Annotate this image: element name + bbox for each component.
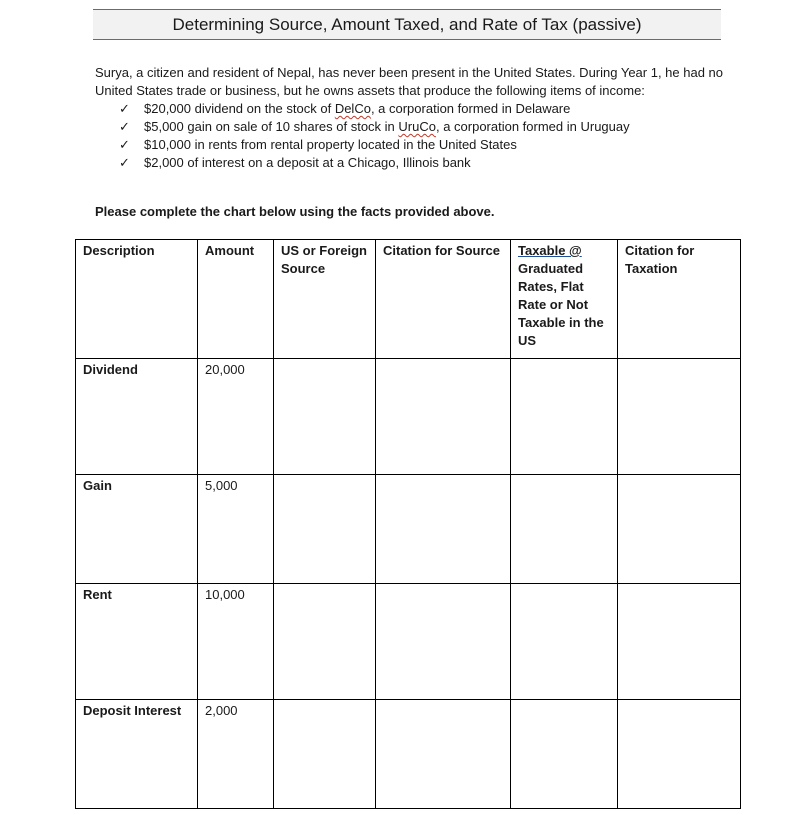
header-description: Description — [76, 240, 198, 359]
cell-citation-source[interactable] — [376, 584, 511, 700]
cell-source[interactable] — [274, 584, 376, 700]
header-taxable-rest: Graduated Rates, Flat Rate or Not Taxable in the US — [518, 261, 604, 348]
list-item — [119, 136, 735, 154]
header-citation-tax: Citation for Taxation — [618, 240, 741, 359]
item-text: $5,000 gain on sale of 10 shares of stock in — [144, 119, 399, 134]
cell-taxable[interactable] — [511, 475, 618, 584]
cell-citation-source[interactable] — [376, 359, 511, 475]
header-taxable-line1: Taxable @ — [518, 243, 582, 258]
cell-description: Gain — [76, 475, 198, 584]
chart-instruction: Please complete the chart below using the facts provided above. — [95, 204, 495, 219]
item-text: $10,000 in rents from rental property located in the United States — [144, 137, 517, 152]
income-chart-table — [75, 239, 741, 809]
item-entity: DelCo — [334, 101, 371, 116]
table-header-row — [76, 240, 741, 359]
list-item — [119, 154, 735, 172]
header-taxable — [511, 240, 618, 359]
cell-taxable[interactable] — [511, 700, 618, 809]
cell-citation-tax[interactable] — [618, 700, 741, 809]
table-row — [76, 700, 741, 809]
list-item — [119, 118, 735, 136]
cell-description: Rent — [76, 584, 198, 700]
cell-description: Deposit Interest — [76, 700, 198, 809]
intro-paragraph: Surya, a citizen and resident of Nepal, has never been present in the United States. During Year 1, he had no United States trade or business, but he owns assets that produce the following items of income: — [95, 65, 724, 98]
cell-citation-tax[interactable] — [618, 359, 741, 475]
item-text-tail: , a corporation formed in Delaware — [370, 101, 571, 116]
cell-taxable[interactable] — [511, 584, 618, 700]
table-row — [76, 475, 741, 584]
cell-amount: 5,000 — [198, 475, 274, 584]
item-text: $20,000 dividend on the stock of — [144, 101, 335, 116]
header-source: US or Foreign Source — [274, 240, 376, 359]
cell-source[interactable] — [274, 475, 376, 584]
cell-amount: 20,000 — [198, 359, 274, 475]
item-text: $2,000 of interest on a deposit at a Chicago, Illinois bank — [144, 155, 471, 170]
table-row — [76, 359, 741, 475]
check-icon: ✓ — [119, 155, 130, 170]
check-icon: ✓ — [119, 119, 130, 134]
cell-citation-tax[interactable] — [618, 475, 741, 584]
cell-taxable[interactable] — [511, 359, 618, 475]
cell-citation-source[interactable] — [376, 475, 511, 584]
cell-source[interactable] — [274, 359, 376, 475]
check-icon: ✓ — [119, 137, 130, 152]
list-item — [119, 100, 735, 118]
check-icon: ✓ — [119, 101, 130, 116]
income-items-list — [95, 100, 735, 172]
cell-amount: 2,000 — [198, 700, 274, 809]
page-title: Determining Source, Amount Taxed, and Rate of Tax (passive) — [93, 9, 721, 40]
cell-citation-tax[interactable] — [618, 584, 741, 700]
item-entity: UruCo — [398, 119, 436, 134]
intro-section — [95, 64, 735, 172]
cell-description: Dividend — [76, 359, 198, 475]
table-row — [76, 584, 741, 700]
header-citation-source: Citation for Source — [376, 240, 511, 359]
cell-source[interactable] — [274, 700, 376, 809]
item-text-tail: , a corporation formed in Uruguay — [435, 119, 630, 134]
header-amount: Amount — [198, 240, 274, 359]
cell-amount: 10,000 — [198, 584, 274, 700]
cell-citation-source[interactable] — [376, 700, 511, 809]
